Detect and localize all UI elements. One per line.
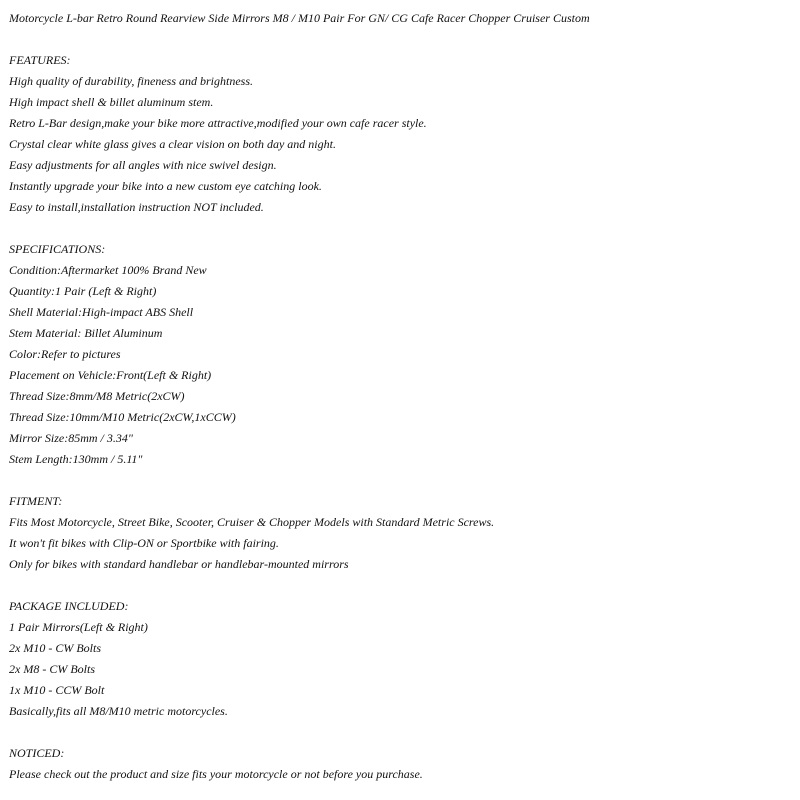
specifications-heading: SPECIFICATIONS: (9, 242, 106, 256)
spec-item: Condition:Aftermarket 100% Brand New (9, 263, 207, 277)
spec-item: Color:Refer to pictures (9, 347, 121, 361)
fitment-section (9, 491, 794, 575)
fitment-item: It won't fit bikes with Clip-ON or Sportbike with fairing. (9, 536, 279, 550)
product-title: Motorcycle L-bar Retro Round Rearview Side Mirrors M8 / M10 Pair For GN/ CG Cafe Racer Chopper Cruiser Custom (9, 11, 590, 25)
noticed-item: Please check out the product and size fits your motorcycle or not before you purchase. (9, 767, 423, 781)
spacer (9, 722, 794, 743)
features-section (9, 50, 794, 218)
spacer (9, 575, 794, 596)
package-section (9, 596, 794, 722)
feature-item: Easy adjustments for all angles with nice swivel design. (9, 158, 277, 172)
spec-item: Shell Material:High-impact ABS Shell (9, 305, 194, 319)
package-item: 1x M10 - CCW Bolt (9, 683, 105, 697)
spec-item: Mirror Size:85mm / 3.34" (9, 431, 133, 445)
spec-item: Thread Size:10mm/M10 Metric(2xCW,1xCCW) (9, 410, 236, 424)
spacer (9, 218, 794, 239)
spacer (9, 470, 794, 491)
package-heading: PACKAGE INCLUDED: (9, 599, 129, 613)
fitment-item: Fits Most Motorcycle, Street Bike, Scooter, Cruiser & Chopper Models with Standard Metric Screws. (9, 515, 495, 529)
features-heading: FEATURES: (9, 53, 71, 67)
spec-item: Quantity:1 Pair (Left & Right) (9, 284, 157, 298)
feature-item: Crystal clear white glass gives a clear vision on both day and night. (9, 137, 336, 151)
spec-item: Stem Material: Billet Aluminum (9, 326, 163, 340)
product-description (9, 8, 794, 785)
spec-item: Placement on Vehicle:Front(Left & Right) (9, 368, 212, 382)
noticed-section (9, 743, 794, 785)
fitment-heading: FITMENT: (9, 494, 63, 508)
package-item: 2x M10 - CW Bolts (9, 641, 101, 655)
spec-item: Thread Size:8mm/M8 Metric(2xCW) (9, 389, 185, 403)
package-item: 1 Pair Mirrors(Left & Right) (9, 620, 148, 634)
fitment-item: Only for bikes with standard handlebar or handlebar-mounted mirrors (9, 557, 349, 571)
feature-item: Retro L-Bar design,make your bike more attractive,modified your own cafe racer style. (9, 116, 427, 130)
noticed-heading: NOTICED: (9, 746, 65, 760)
package-item: 2x M8 - CW Bolts (9, 662, 95, 676)
spec-item: Stem Length:130mm / 5.11" (9, 452, 143, 466)
spacer (9, 29, 794, 50)
feature-item: Instantly upgrade your bike into a new custom eye catching look. (9, 179, 322, 193)
feature-item: Easy to install,installation instruction NOT included. (9, 200, 264, 214)
feature-item: High impact shell & billet aluminum stem. (9, 95, 214, 109)
feature-item: High quality of durability, fineness and brightness. (9, 74, 253, 88)
package-item: Basically,fits all M8/M10 metric motorcycles. (9, 704, 228, 718)
specifications-section (9, 239, 794, 470)
